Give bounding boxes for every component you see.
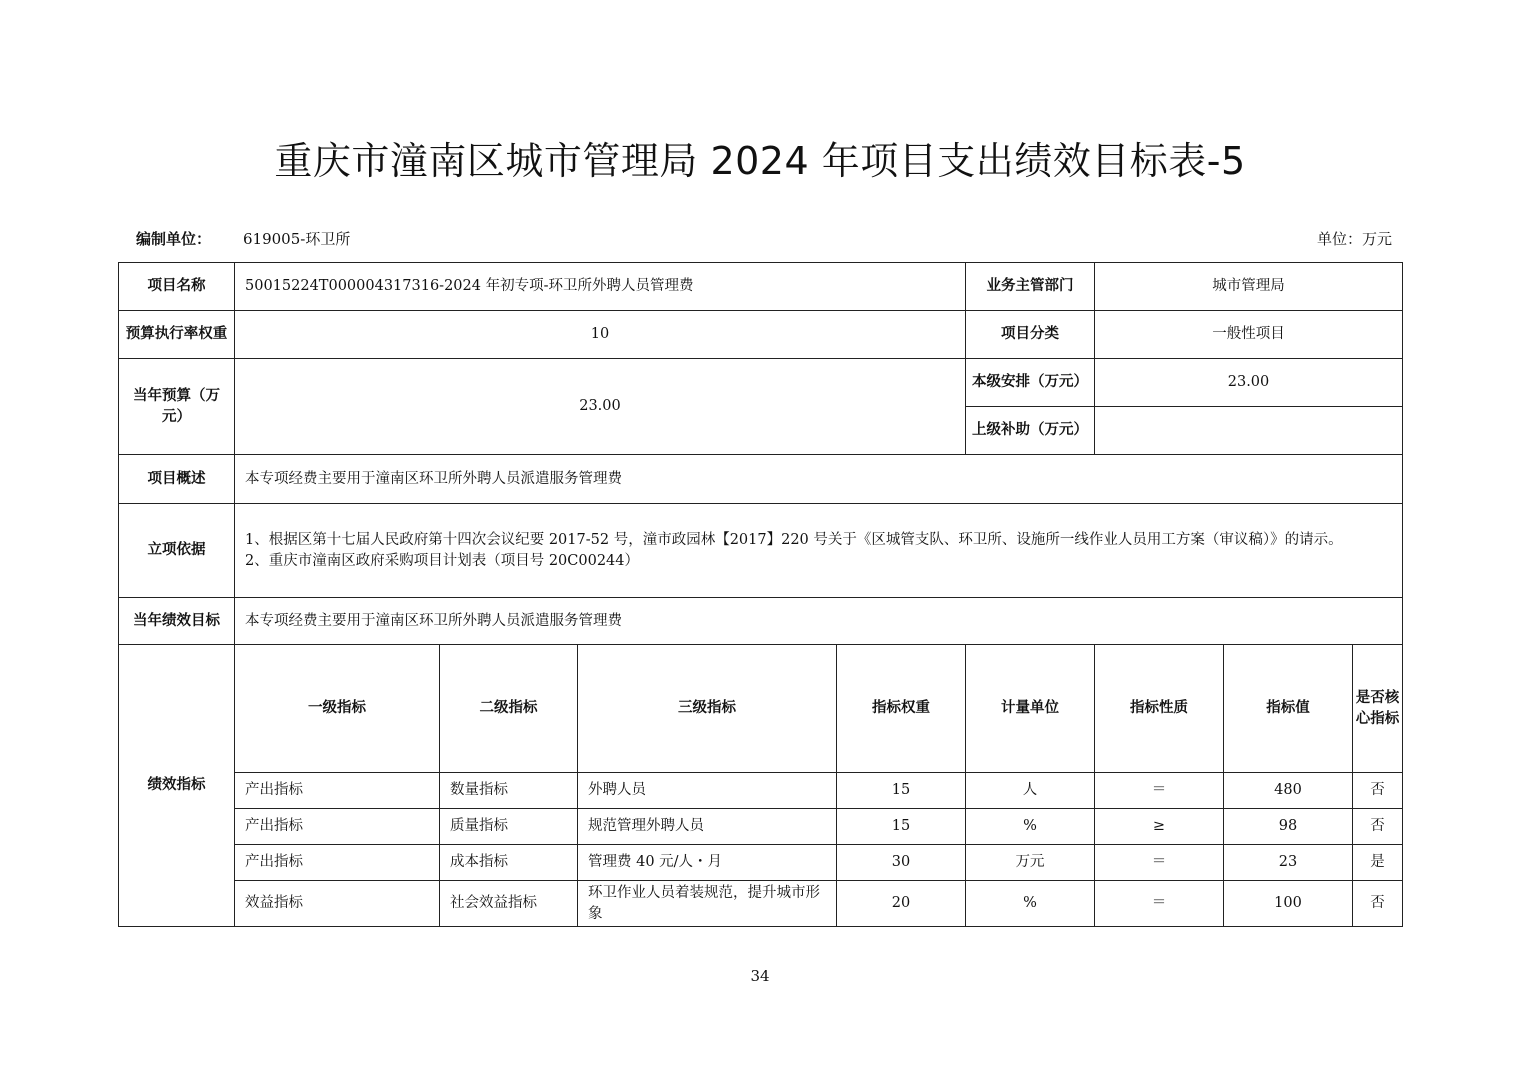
row1-level1: 产出指标 bbox=[235, 773, 440, 809]
row3-level2: 成本指标 bbox=[440, 845, 578, 881]
row1-nature: ＝ bbox=[1095, 773, 1224, 809]
row3-weight: 30 bbox=[837, 845, 966, 881]
compiling-unit-label: 编制单位： bbox=[136, 230, 212, 248]
row4-value: 100 bbox=[1224, 881, 1353, 927]
header-level3: 三级指标 bbox=[578, 645, 837, 773]
row2-value: 98 bbox=[1224, 809, 1353, 845]
table-row bbox=[119, 773, 1403, 809]
indicator-header-row bbox=[119, 645, 1403, 773]
dept-value: 城市管理局 bbox=[1095, 263, 1403, 311]
overview-label: 项目概述 bbox=[119, 455, 235, 504]
header-core: 是否核心指标 bbox=[1353, 645, 1403, 773]
row3-nature: ＝ bbox=[1095, 845, 1224, 881]
row4-level2: 社会效益指标 bbox=[440, 881, 578, 927]
row2-nature: ≥ bbox=[1095, 809, 1224, 845]
row3-value: 23 bbox=[1224, 845, 1353, 881]
compiling-unit-value: 619005-环卫所 bbox=[243, 230, 351, 248]
row2-level3: 规范管理外聘人员 bbox=[578, 809, 837, 845]
category-label: 项目分类 bbox=[966, 311, 1095, 359]
header-level2: 二级指标 bbox=[440, 645, 578, 773]
header-nature: 指标性质 bbox=[1095, 645, 1224, 773]
currency-unit: 单位：万元 bbox=[1316, 230, 1392, 248]
budget-value: 23.00 bbox=[235, 359, 966, 455]
header-value: 指标值 bbox=[1224, 645, 1353, 773]
table-row bbox=[119, 504, 1403, 598]
header-weight: 指标权重 bbox=[837, 645, 966, 773]
row4-nature: ＝ bbox=[1095, 881, 1224, 927]
basis-line-1: 1、根据区第十七届人民政府第十四次会议纪要 2017-52 号，潼市政园林【2017】220 号关于《区城管支队、环卫所、设施所一线作业人员用工方案（审议稿）》的请示。 bbox=[245, 531, 1343, 548]
table-row bbox=[119, 598, 1403, 645]
project-name-label: 项目名称 bbox=[119, 263, 235, 311]
table-row bbox=[119, 311, 1403, 359]
row3-core: 是 bbox=[1353, 845, 1403, 881]
table-row bbox=[119, 455, 1403, 504]
table-row bbox=[119, 809, 1403, 845]
row4-level3: 环卫作业人员着装规范，提升城市形象 bbox=[578, 881, 837, 927]
row4-weight: 20 bbox=[837, 881, 966, 927]
weight-label: 预算执行率权重 bbox=[119, 311, 235, 359]
header-level1: 一级指标 bbox=[235, 645, 440, 773]
local-arrangement-label: 本级安排（万元） bbox=[966, 359, 1095, 407]
table-row bbox=[119, 845, 1403, 881]
upper-subsidy-value bbox=[1095, 407, 1403, 455]
category-value: 一般性项目 bbox=[1095, 311, 1403, 359]
row1-unit: 人 bbox=[966, 773, 1095, 809]
basis-line-2: 2、重庆市潼南区政府采购项目计划表（项目号 20C00244） bbox=[245, 552, 640, 569]
dept-label: 业务主管部门 bbox=[966, 263, 1095, 311]
row1-level2: 数量指标 bbox=[440, 773, 578, 809]
row1-core: 否 bbox=[1353, 773, 1403, 809]
page-number: 34 bbox=[750, 967, 770, 985]
upper-subsidy-label: 上级补助（万元） bbox=[966, 407, 1095, 455]
row3-unit: 万元 bbox=[966, 845, 1095, 881]
row3-level3: 管理费 40 元/人・月 bbox=[578, 845, 837, 881]
row3-level1: 产出指标 bbox=[235, 845, 440, 881]
row2-unit: % bbox=[966, 809, 1095, 845]
basis-value bbox=[235, 504, 1403, 598]
budget-label: 当年预算（万元） bbox=[119, 359, 235, 455]
row1-value: 480 bbox=[1224, 773, 1353, 809]
table-row bbox=[119, 881, 1403, 927]
performance-table bbox=[118, 262, 1403, 927]
row4-level1: 效益指标 bbox=[235, 881, 440, 927]
page-title: 重庆市潼南区城市管理局 2024 年项目支出绩效目标表-5 bbox=[274, 139, 1246, 183]
row2-level1: 产出指标 bbox=[235, 809, 440, 845]
row4-unit: % bbox=[966, 881, 1095, 927]
row1-level3: 外聘人员 bbox=[578, 773, 837, 809]
header-unit: 计量单位 bbox=[966, 645, 1095, 773]
overview-value: 本专项经费主要用于潼南区环卫所外聘人员派遣服务管理费 bbox=[235, 455, 1403, 504]
project-name-value: 50015224T000004317316-2024 年初专项-环卫所外聘人员管理费 bbox=[235, 263, 966, 311]
row2-weight: 15 bbox=[837, 809, 966, 845]
row2-core: 否 bbox=[1353, 809, 1403, 845]
indicators-label: 绩效指标 bbox=[119, 645, 235, 927]
table-row bbox=[119, 359, 1403, 407]
basis-label: 立项依据 bbox=[119, 504, 235, 598]
local-arrangement-value: 23.00 bbox=[1095, 359, 1403, 407]
row2-level2: 质量指标 bbox=[440, 809, 578, 845]
table-row bbox=[119, 263, 1403, 311]
weight-value: 10 bbox=[235, 311, 966, 359]
row4-core: 否 bbox=[1353, 881, 1403, 927]
row1-weight: 15 bbox=[837, 773, 966, 809]
goal-value: 本专项经费主要用于潼南区环卫所外聘人员派遣服务管理费 bbox=[235, 598, 1403, 645]
goal-label: 当年绩效目标 bbox=[119, 598, 235, 645]
